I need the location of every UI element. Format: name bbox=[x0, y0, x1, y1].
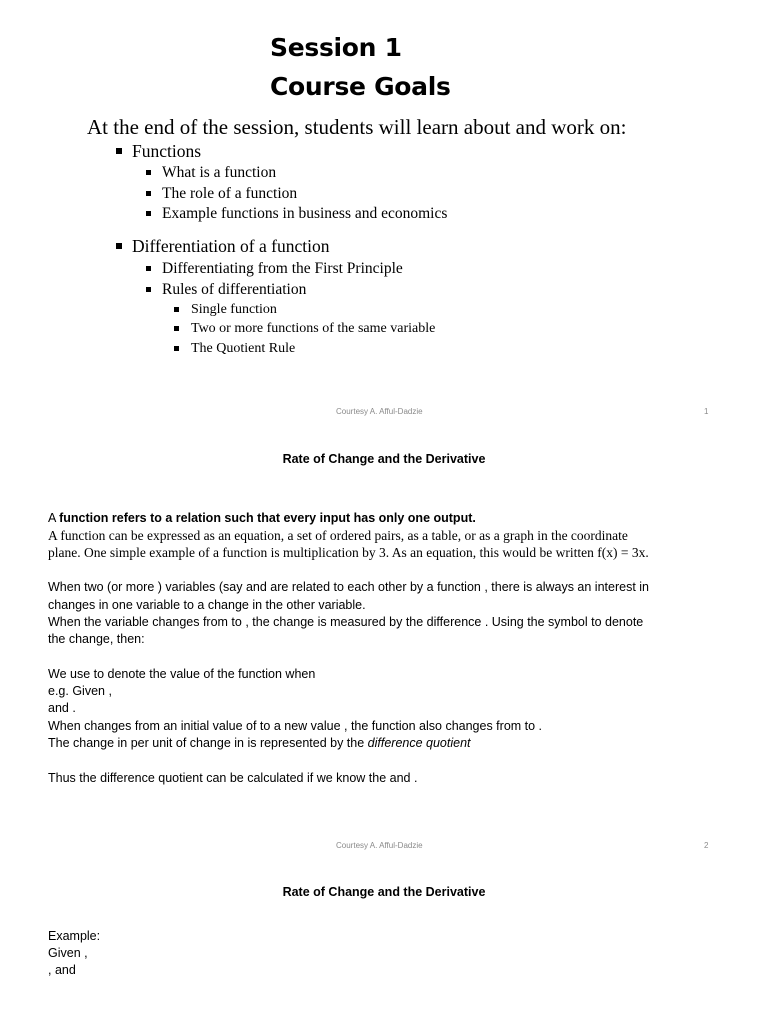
bullet-square-icon bbox=[146, 191, 151, 196]
bullet-differentiation bbox=[132, 236, 329, 257]
bullet-square-icon bbox=[174, 326, 179, 331]
bullet-text: Differentiating from the First Principle bbox=[162, 260, 403, 277]
definition-line2: A function can be expressed as an equation, a set of ordered pairs, as a table, or as a graph in the coordinate bbox=[48, 528, 628, 543]
bullet-text: The role of a function bbox=[162, 185, 298, 202]
bullet-square-icon bbox=[174, 346, 179, 351]
bullet-quotient-rule bbox=[191, 341, 295, 357]
definition-bold: function refers to a relation such that every input has only one output. bbox=[59, 511, 476, 525]
text-line: We use to denote the value of the function when bbox=[48, 667, 316, 681]
text-line: When changes from an initial value of to a new value , the function also changes from to . bbox=[48, 719, 543, 733]
bullet-functions bbox=[132, 141, 201, 162]
bullet-role-of-function bbox=[162, 185, 297, 203]
slide1-intro: At the end of the session, students will learn about and work on: bbox=[87, 115, 627, 139]
text-line: When two (or more ) variables (say and are related to each other by a function , there is always an interest in bbox=[48, 580, 649, 594]
text-line: Thus the difference quotient can be calculated if we know the and . bbox=[48, 771, 418, 785]
bullet-square-icon bbox=[146, 266, 151, 271]
bullet-text: Functions bbox=[132, 141, 202, 161]
text-line: and . bbox=[48, 701, 76, 715]
bullet-two-or-more-functions bbox=[191, 321, 435, 337]
definition-line3: plane. One simple example of a function is multiplication by 3. As an equation, this would be written f(x) = 3x. bbox=[48, 545, 649, 560]
text-line: When the variable changes from to , the change is measured by the difference . Using the symbol to denote bbox=[48, 615, 644, 629]
slide1-footer: Courtesy A. Afful-Dadzie bbox=[336, 407, 423, 416]
bullet-what-is-a-function bbox=[162, 164, 276, 182]
text-line: Given , bbox=[48, 946, 88, 960]
slide1-page-number: 1 bbox=[704, 407, 709, 416]
slide1-title-line1: Session 1 bbox=[270, 33, 402, 62]
text-line: , and bbox=[48, 963, 76, 977]
definition-line bbox=[48, 511, 476, 525]
bullet-text: Single function bbox=[191, 302, 277, 317]
slide2-heading: Rate of Change and the Derivative bbox=[282, 452, 486, 466]
text-line: changes in one variable to a change in the other variable. bbox=[48, 598, 366, 612]
bullet-example-functions bbox=[162, 205, 447, 223]
bullet-text: Two or more functions of the same variable bbox=[191, 321, 436, 336]
slide1-title-line2: Course Goals bbox=[270, 72, 451, 101]
bullet-text: Differentiation of a function bbox=[132, 236, 330, 256]
bullet-square-icon bbox=[146, 211, 151, 216]
bullet-text: Rules of differentiation bbox=[162, 281, 307, 298]
slide2-page-number: 2 bbox=[704, 841, 709, 850]
slide2-footer: Courtesy A. Afful-Dadzie bbox=[336, 841, 423, 850]
text-line: the change, then: bbox=[48, 632, 145, 646]
bullet-single-function bbox=[191, 302, 277, 318]
dq-italic: difference quotient bbox=[367, 736, 471, 750]
bullet-text: Example functions in business and economics bbox=[162, 205, 448, 222]
bullet-square-icon bbox=[174, 307, 179, 312]
dq-prefix: The change in per unit of change in is represented by the bbox=[48, 736, 368, 750]
bullet-square-icon bbox=[116, 148, 122, 154]
bullet-rules-of-differentiation bbox=[162, 281, 306, 299]
difference-quotient-line bbox=[48, 736, 471, 750]
text-line: Example: bbox=[48, 929, 101, 943]
text-line: e.g. Given , bbox=[48, 684, 112, 698]
bullet-square-icon bbox=[116, 243, 122, 249]
bullet-first-principle bbox=[162, 260, 403, 278]
definition-prefix: A bbox=[48, 511, 60, 525]
bullet-text: The Quotient Rule bbox=[191, 341, 296, 356]
bullet-text: What is a function bbox=[162, 164, 277, 181]
slide3-heading: Rate of Change and the Derivative bbox=[282, 885, 486, 899]
bullet-square-icon bbox=[146, 287, 151, 292]
bullet-square-icon bbox=[146, 170, 151, 175]
